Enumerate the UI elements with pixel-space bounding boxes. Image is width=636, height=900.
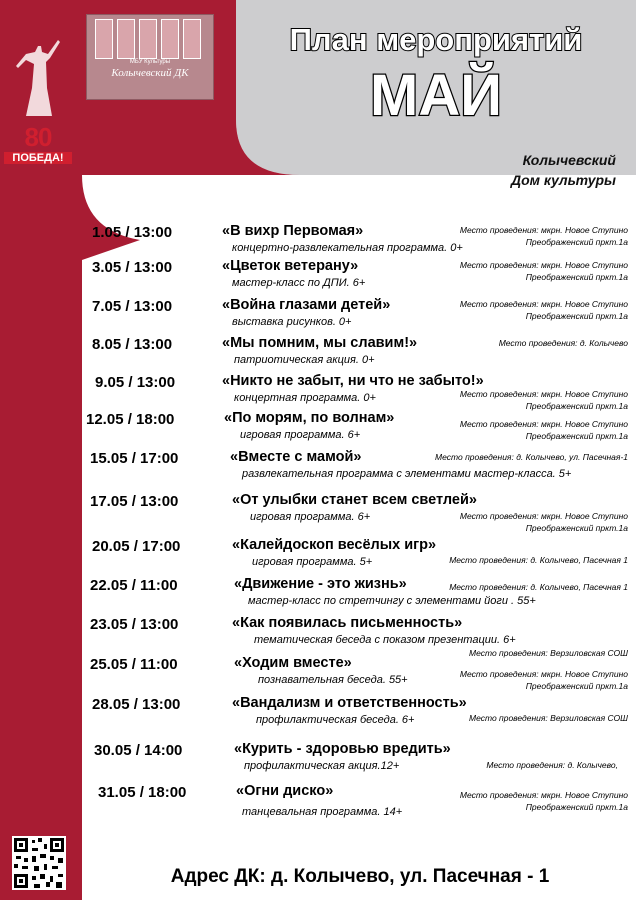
event-row: [0, 742, 636, 782]
event-row: [0, 656, 636, 696]
event-venue-address: Преображенский пркт.1а: [525, 272, 628, 282]
event-row: [0, 538, 636, 578]
event-venue: Место проведения: мкрн. Новое Ступино: [459, 790, 628, 800]
event-venue: Место проведения: мкрн. Новое Ступино: [459, 260, 628, 270]
event-description: мастер-класс по стретчингу с элементами йоги . 55+: [248, 595, 536, 607]
event-venue: Место проведения: д. Колычево, ул. Пасечная-1: [435, 452, 628, 462]
event-row: [0, 374, 636, 414]
event-date: 28.05 / 13:00: [92, 696, 181, 713]
event-description: мастер-класс по ДПИ. 6+: [232, 277, 366, 289]
event-date: 3.05 / 13:00: [92, 259, 173, 276]
event-title: «Как появилась письменность»: [232, 615, 463, 631]
event-row: [0, 696, 636, 736]
logo-panel: [117, 19, 135, 59]
logo-small-text: МБУ Культуры: [129, 59, 171, 65]
event-venue: Место проведения: д. Колычево, Пасечная 1: [449, 555, 628, 565]
event-title: «Никто не забыт, ни что не забыто!»: [222, 373, 484, 389]
event-title: «Вандализм и ответственность»: [232, 695, 467, 711]
event-row: [0, 336, 636, 376]
qr-code-icon: [12, 836, 66, 890]
event-description: развлекательная программа с элементами мастер-класса. 5+: [242, 468, 572, 480]
event-date: 15.05 / 17:00: [90, 450, 179, 467]
event-venue: Место проведения: мкрн. Новое Ступино: [459, 419, 628, 429]
event-title: «Вместе с мамой»: [230, 449, 362, 465]
event-description: профилактическая беседа. 6+: [256, 714, 415, 726]
victory-80-badge: [4, 122, 72, 170]
event-date: 25.05 / 11:00: [90, 656, 178, 673]
event-venue: Место проведения: д. Колычево, Пасечная 1: [449, 582, 628, 592]
org-name-line2: Дом культуры: [510, 172, 616, 188]
event-venue: Место проведения: Верзиловская СОШ: [469, 648, 628, 658]
event-venue-address: Преображенский пркт.1а: [525, 237, 628, 247]
event-title: «Калейдоскоп весёлых игр»: [232, 537, 437, 553]
dk-logo: [86, 14, 214, 100]
event-row: [0, 298, 636, 338]
event-description: игровая программа. 6+: [250, 511, 371, 523]
event-venue: Место проведения: мкрн. Новое Ступино: [459, 669, 628, 679]
logo-panel: [183, 19, 201, 59]
event-venue: Место проведения: мкрн. Новое Ступино: [459, 225, 628, 235]
event-venue: Место проведения: мкрн. Новое Ступино: [459, 511, 628, 521]
footer-address: Адрес ДК: д. Колычево, ул. Пасечная - 1: [170, 866, 550, 887]
event-venue: Место проведения: мкрн. Новое Ступино: [459, 299, 628, 309]
event-date: 31.05 / 18:00: [98, 784, 187, 801]
event-description: концертно-развлекательная программа. 0+: [232, 242, 463, 254]
event-date: 17.05 / 13:00: [90, 493, 179, 510]
event-title: «Мы помним, мы славим!»: [222, 335, 418, 351]
page-title: План мероприятий: [289, 22, 583, 57]
event-row: [0, 784, 636, 824]
event-title: «От улыбки станет всем светлей»: [232, 492, 477, 508]
event-title: «По морям, по волнам»: [224, 410, 395, 426]
event-description: танцевальная программа. 14+: [242, 806, 403, 818]
event-row: [0, 259, 636, 299]
event-title: «Движение - это жизнь»: [234, 576, 407, 592]
event-description: концертная программа. 0+: [234, 392, 376, 404]
event-venue-address: Преображенский пркт.1а: [525, 431, 628, 441]
event-description: игровая программа. 6+: [240, 429, 361, 441]
event-row: [0, 577, 636, 617]
event-date: 9.05 / 13:00: [95, 374, 176, 391]
event-description: тематическая беседа с показом презентации. 6+: [254, 634, 516, 646]
org-name-line1: Колычевский: [522, 152, 616, 168]
event-row: [0, 616, 636, 656]
event-title: «Курить - здоровью вредить»: [234, 741, 451, 757]
event-description: познавательная беседа. 55+: [258, 674, 408, 686]
event-title: «В вихр Первомая»: [222, 223, 364, 239]
event-venue-address: Преображенский пркт.1а: [525, 311, 628, 321]
event-venue-address: Преображенский пркт.1а: [525, 523, 628, 533]
logo-panel: [95, 19, 113, 59]
event-venue: Место проведения: д. Колычево,: [486, 760, 618, 770]
event-date: 1.05 / 13:00: [92, 224, 173, 241]
badge-text: ПОБЕДА!: [4, 152, 72, 164]
logo-panel: [139, 19, 157, 59]
motherland-statue-icon: [14, 38, 64, 118]
event-description: выставка рисунков. 0+: [232, 316, 352, 328]
event-date: 23.05 / 13:00: [90, 616, 179, 633]
event-date: 22.05 / 11:00: [90, 577, 178, 594]
event-row: [0, 493, 636, 533]
event-description: патриотическая акция. 0+: [234, 354, 375, 366]
event-date: 12.05 / 18:00: [86, 411, 175, 428]
logo-text: Колычевский ДК: [111, 67, 189, 79]
event-venue: Место проведения: мкрн. Новое Ступино: [459, 389, 628, 399]
event-description: игровая программа. 5+: [252, 556, 373, 568]
logo-panel: [161, 19, 179, 59]
month-title: МАЙ: [370, 63, 502, 128]
event-date: 30.05 / 14:00: [94, 742, 183, 759]
event-date: 20.05 / 17:00: [92, 538, 181, 555]
event-title: «Цветок ветерану»: [222, 258, 359, 274]
event-venue-address: Преображенский пркт.1а: [525, 401, 628, 411]
event-row: [0, 450, 636, 490]
event-venue-address: Преображенский пркт.1а: [525, 681, 628, 691]
event-venue: Место проведения: д. Колычево: [498, 338, 628, 348]
badge-number: 80: [24, 122, 52, 152]
event-venue: Место проведения: Верзиловская СОШ: [469, 713, 628, 723]
event-title: «Война глазами детей»: [222, 297, 391, 313]
event-title: «Ходим вместе»: [234, 655, 352, 671]
event-date: 8.05 / 13:00: [92, 336, 173, 353]
event-row: [0, 411, 636, 451]
event-description: профилактическая акция.12+: [244, 760, 400, 772]
event-date: 7.05 / 13:00: [92, 298, 173, 315]
event-venue-address: Преображенский пркт.1а: [525, 802, 628, 812]
event-title: «Огни диско»: [236, 783, 334, 799]
